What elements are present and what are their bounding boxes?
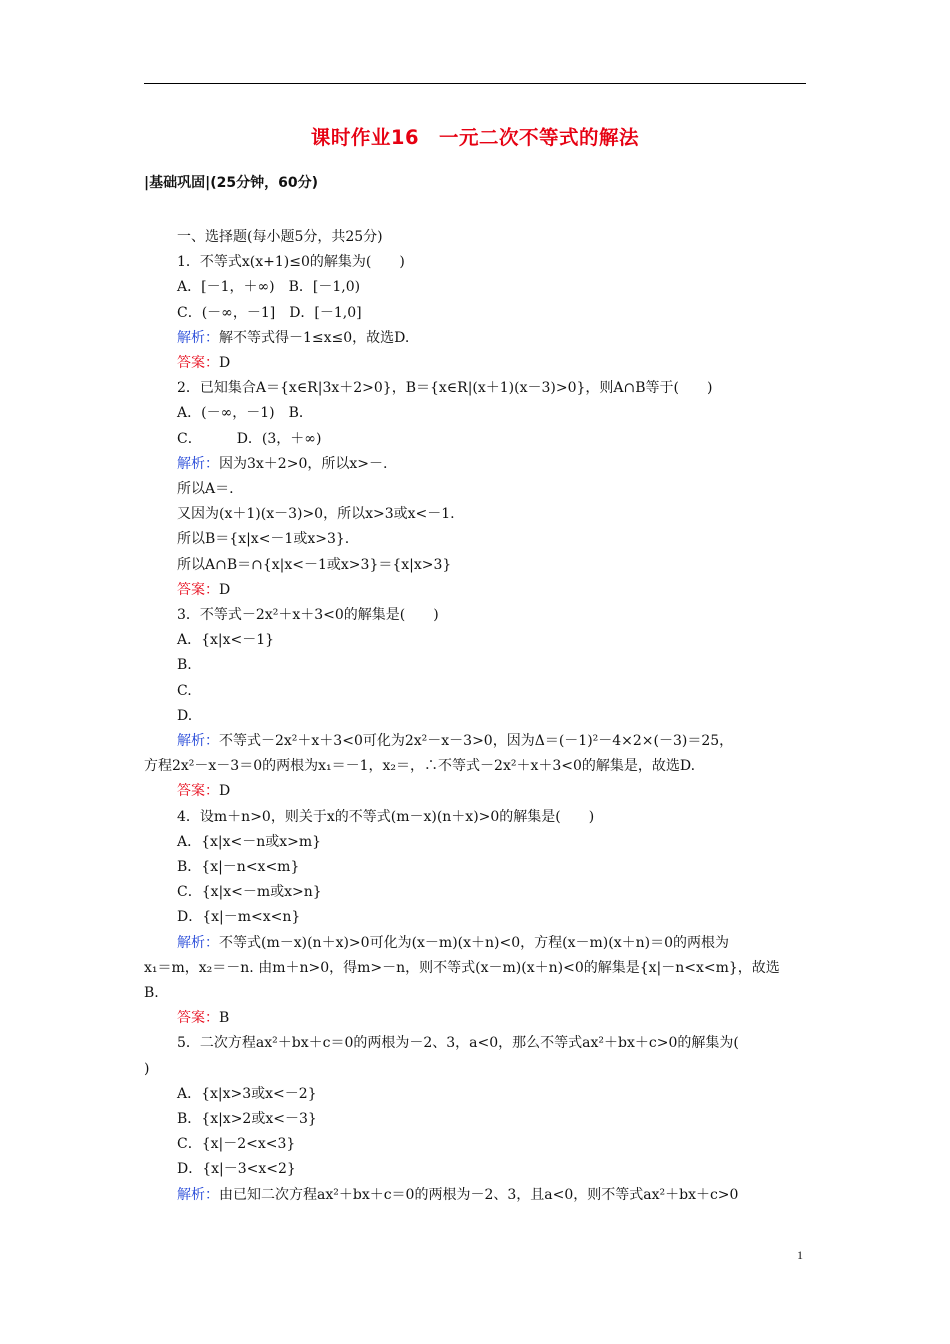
line-text: 不等式(m－x)(n＋x)>0可化为(x－m)(x＋n)<0，方程(x－m)(x＋n)＝0的两根为 [219, 934, 729, 951]
text-line [177, 253, 405, 271]
text-line [177, 707, 192, 725]
line-text: C． D．(3，＋∞) [177, 430, 322, 447]
line-text: A．[－1，＋∞) B．[－1,0) [177, 279, 361, 296]
analysis-line [177, 455, 387, 473]
answer-line [177, 354, 230, 372]
line-text: 所以A＝. [177, 481, 234, 497]
answer-label: 答案： [177, 1010, 219, 1027]
text-line [177, 379, 712, 397]
text-line [144, 984, 159, 1002]
analysis-label: 解析： [177, 733, 219, 749]
answer-label: 答案： [177, 783, 219, 800]
analysis-label: 解析： [177, 934, 219, 951]
line-text: 由已知二次方程ax²＋bx＋c＝0的两根为－2、3，且a<0，则不等式ax²＋bx＋c>0 [219, 1186, 739, 1203]
line-text: B. [177, 657, 192, 674]
line-text: ) [144, 1060, 150, 1077]
text-line [177, 858, 299, 876]
text-line [144, 757, 695, 775]
line-text: 1．不等式x(x+1)≤0的解集为( ) [177, 254, 405, 271]
line-text: D．{x|－m<x<n} [177, 909, 301, 926]
line-text: A．{x|x<－1} [177, 632, 275, 649]
text-line [177, 430, 321, 448]
line-text: 4．设m＋n>0，则关于x的不等式(m－x)(n＋x)>0的解集是( ) [177, 808, 595, 825]
analysis-label: 解析： [177, 1186, 219, 1203]
text-line [177, 682, 192, 700]
analysis-line [177, 934, 729, 952]
text-line [177, 908, 300, 926]
answer-line [177, 581, 230, 599]
text-line [177, 1110, 317, 1128]
text-line [177, 304, 362, 322]
line-text: C．(－∞，－1] D．[－1,0] [177, 304, 362, 321]
line-text: 解不等式得－1≤x≤0，故选D. [219, 329, 410, 346]
line-text: 3．不等式－2x²＋x＋3<0的解集是( ) [177, 607, 439, 623]
line-text: B．{x|x>2或x<－3} [177, 1111, 317, 1127]
answer-line [177, 782, 230, 800]
text-line [177, 404, 313, 422]
analysis-line [177, 1186, 738, 1204]
line-text: 5．二次方程ax²＋bx＋c＝0的两根为－2、3，a<0，那么不等式ax²＋bx＋c>0的解集为( [177, 1035, 739, 1052]
answer-label: 答案： [177, 581, 219, 598]
text-line [177, 556, 451, 574]
line-text: 又因为(x＋1)(x－3)>0，所以x>3或x<－1. [177, 506, 455, 523]
page-number: 1 [797, 1248, 803, 1262]
line-text: D．{x|－3<x<2} [177, 1161, 296, 1178]
analysis-line [177, 329, 409, 347]
text-line [177, 1160, 296, 1178]
text-line [177, 505, 455, 523]
line-text: D. [177, 707, 193, 724]
line-text: 2．已知集合A＝{x∈R|3x＋2>0}，B＝{x∈R|(x＋1)(x－3)>0}，则A∩B等于( ) [177, 380, 713, 397]
line-text: 所以B＝{x|x<－1或x>3}. [177, 531, 350, 548]
line-text: x₁＝m，x₂＝－n. 由m＋n>0，得m>－n，则不等式(x－m)(x＋n)<0的解集是{x|－n<x<m}，故选 [144, 959, 780, 976]
text-line [144, 1060, 149, 1078]
line-text: 因为3x＋2>0，所以x>－. [219, 455, 388, 472]
answer-line [177, 1009, 229, 1027]
analysis-label: 解析： [177, 455, 219, 472]
line-text: B [219, 1010, 230, 1027]
line-text: 方程2x²－x－3＝0的两根为x₁＝－1，x₂＝，∴不等式－2x²＋x＋3<0的解集是，故选D. [144, 758, 696, 775]
text-line [177, 1085, 317, 1103]
page-title: 课时作业16 一元二次不等式的解法 [310, 126, 640, 149]
line-text: A．(－∞，－1) B． [177, 405, 313, 422]
text-line [177, 833, 321, 851]
line-text: C．{x|－2<x<3} [177, 1136, 296, 1153]
header-rule [144, 83, 806, 84]
text-line [177, 631, 274, 649]
line-text: A．{x|x>3或x<－2} [177, 1085, 317, 1102]
text-line [177, 480, 234, 498]
text-line [177, 606, 439, 624]
text-line [144, 959, 780, 977]
analysis-label: 解析： [177, 329, 219, 346]
text-line [177, 1034, 739, 1052]
line-text: 不等式－2x²＋x＋3<0可化为2x²－x－3>0，因为Δ＝(－1)²－4×2×(－3)＝25， [219, 733, 734, 749]
line-text: D [219, 783, 231, 800]
line-text: 一、选择题(每小题5分，共25分) [177, 229, 383, 245]
line-text: C．{x|x<－m或x>n} [177, 884, 322, 901]
text-line [177, 808, 594, 826]
text-line [177, 228, 383, 246]
text-line [177, 1135, 295, 1153]
section-heading: |基础巩固|(25分钟，60分) [144, 175, 318, 191]
line-text: D [219, 581, 231, 598]
line-text: D [219, 355, 231, 371]
line-text: 所以A∩B＝∩{x|x<－1或x>3}＝{x|x>3} [177, 556, 452, 573]
text-line [177, 656, 192, 674]
analysis-line [177, 732, 733, 750]
text-line [177, 278, 360, 296]
line-text: A．{x|x<－n或x>m} [177, 833, 322, 850]
line-text: B. [144, 985, 159, 1001]
text-line [177, 530, 349, 548]
answer-label: 答案： [177, 355, 219, 371]
line-text: C. [177, 682, 192, 699]
text-line [177, 883, 322, 901]
line-text: B．{x|－n<x<m} [177, 859, 300, 875]
